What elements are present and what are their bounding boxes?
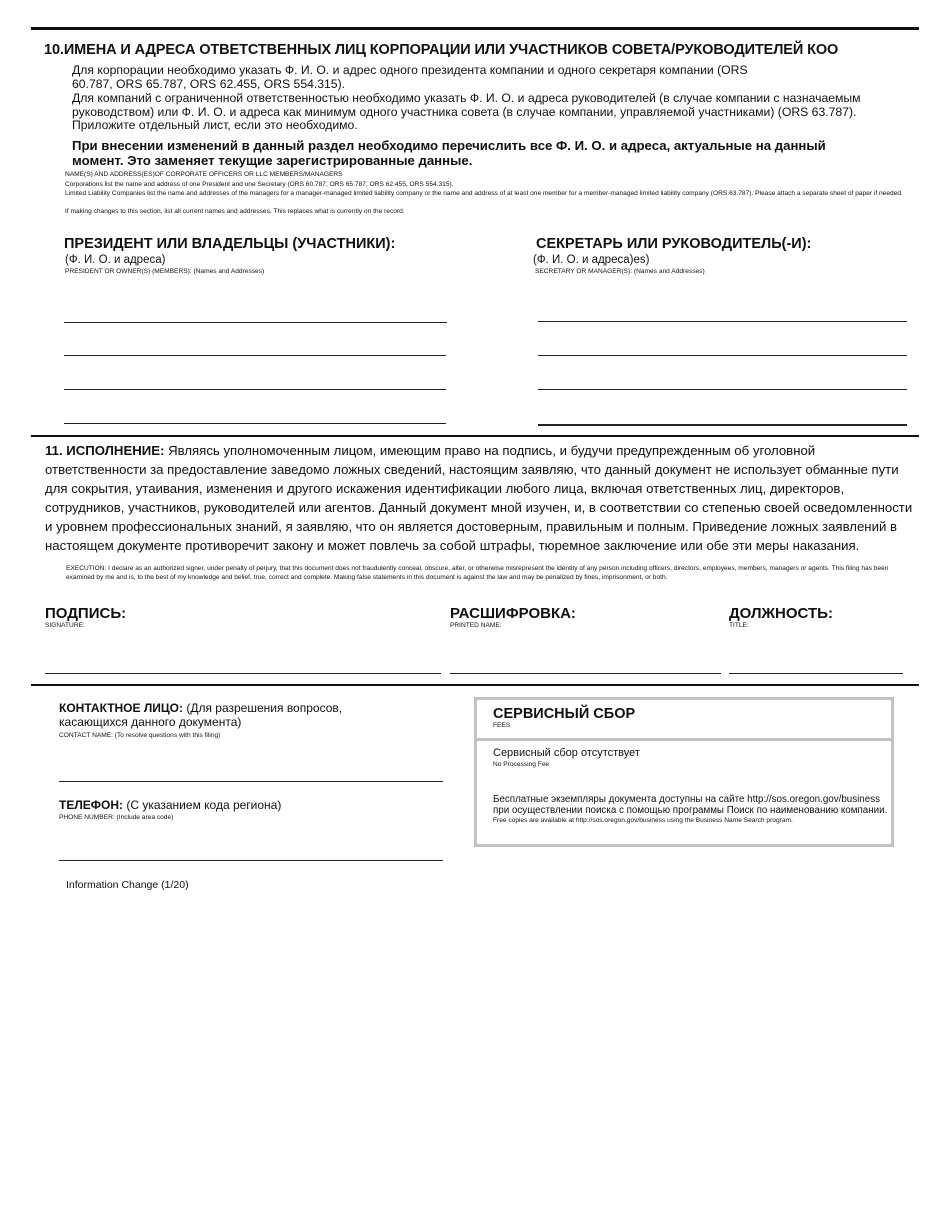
section10-para2: Для компаний с ограниченной ответственностью необходимо указать Ф. И. О. и адреса руководителей (в случае компании с назначаемым руководством) или Ф. И. О. и адреса как минимум одного участника совета (в случае компании, управляемой участниками) (ORS 63.787). Приложите отдельный лист, если это необходимо. bbox=[72, 91, 861, 132]
phone-line[interactable] bbox=[59, 860, 443, 861]
fees-divider bbox=[477, 738, 891, 741]
section10-en-corporations: Corporations list the name and address of one President and one Secretary (ORS 60.787, ORS 65.787, ORS 62.455, ORS 554.315). bbox=[65, 181, 454, 188]
section11-label: 11. ИСПОЛНЕНИЕ: bbox=[45, 443, 165, 458]
section11-rule bbox=[31, 435, 919, 437]
president-heading: ПРЕЗИДЕНТ ИЛИ ВЛАДЕЛЬЦЫ (УЧАСТНИКИ): bbox=[64, 236, 396, 252]
title-line[interactable] bbox=[729, 673, 903, 674]
signature-line[interactable] bbox=[45, 673, 441, 674]
section10-en-changes: If making changes to this section, list all current names and addresses. This replaces what is currently on the record. bbox=[65, 208, 405, 215]
printed-name-line[interactable] bbox=[450, 673, 721, 674]
printed-name-en: PRINTED NAME: bbox=[450, 622, 502, 629]
phone-en: PHONE NUMBER: (Include area code) bbox=[59, 814, 174, 821]
section10-para3: При внесении изменений в данный раздел необходимо перечислить все Ф. И. О. и адреса, актуальные на данный момент. Это заменяет текущие зарегистрированные данные. bbox=[72, 138, 826, 168]
fees-box bbox=[474, 697, 894, 847]
secretary-line-3[interactable] bbox=[538, 389, 907, 390]
president-sub: (Ф. И. О. и адреса) bbox=[65, 254, 166, 266]
contact-line[interactable] bbox=[59, 781, 443, 782]
section11-en: EXECUTION: I declare as an authorized signer, under penalty of perjury, that this document does not fraudulently conceal, obscure, alter, or otherwise misrepresent the identity of any person including officers, directors, employees, members, managers or agents. This filing has been examined by me and is, to the best of my knowledge and belief, true, correct and complete. Making false statements in this document is against the law and may be penalized by fines, imprisonment, or both. bbox=[66, 565, 889, 581]
section11-execution bbox=[45, 441, 913, 555]
section10-heading: 10.ИМЕНА И АДРЕСА ОТВЕТСТВЕННЫХ ЛИЦ КОРПОРАЦИИ ИЛИ УЧАСТНИКОВ СОВЕТА/РУКОВОДИТЕЛЕЙ КОО bbox=[44, 42, 839, 58]
section11-text: Являясь уполномоченным лицом, имеющим право на подпись, и будучи предупрежденным об уголовной ответственности за предоставление заведомо ложных сведений, настоящим заявляю, что данный документ не использует обманные пути для сокрытия, утаивания, изменения и другого искажения идентификации любого лица, включая ответственных лиц, директоров, сотрудников, участников, руководителей или агентов. Данный документ мной изучен, и, в соответствии со степенью своей осведомленности и уровнем профессиональных знаний, я заявляю, что он является достоверным, правильным и полным. Приведение ложных заявлений в настоящем документе противоречит закону и может повлечь за собой штрафы, тюремное заключение или обе эти меры наказания. bbox=[45, 443, 913, 553]
secretary-line-4[interactable] bbox=[538, 424, 907, 426]
contact-label bbox=[59, 702, 359, 729]
free-copies-en: Free copies are available at http://sos.oregon.gov/business using the Business Name Search program. bbox=[493, 817, 793, 824]
printed-name-heading: РАСШИФРОВКА: bbox=[450, 605, 576, 622]
contact-en: CONTACT NAME: (To resolve questions with this filing) bbox=[59, 732, 221, 739]
footer-form-id: Information Change (1/20) bbox=[66, 879, 189, 891]
title-heading: ДОЛЖНОСТЬ: bbox=[729, 605, 833, 622]
president-line-2[interactable] bbox=[64, 355, 446, 356]
phone-label bbox=[59, 798, 281, 812]
no-fee-text: Сервисный сбор отсутствует bbox=[493, 747, 640, 759]
president-line-4[interactable] bbox=[64, 423, 446, 424]
contact-rule bbox=[31, 684, 919, 686]
president-en: PRESIDENT OR OWNER(S) (MEMBERS): (Names and Addresses) bbox=[65, 268, 265, 275]
title-en: TITLE: bbox=[729, 622, 749, 629]
section10-para1: Для корпорации необходимо указать Ф. И. О. и адрес одного президента компании и одного секретаря компании (ORS 60.787, ORS 65.787, ORS 62.455, ORS 554.315). bbox=[72, 63, 748, 91]
signature-en: SIGNATURE: bbox=[45, 622, 85, 629]
president-line-3[interactable] bbox=[64, 389, 446, 390]
fees-en: FEES bbox=[493, 722, 511, 729]
signature-heading: ПОДПИСЬ: bbox=[45, 605, 127, 622]
phone-label-text: (С указанием кода региона) bbox=[123, 798, 282, 812]
president-line-1[interactable] bbox=[64, 322, 447, 323]
phone-label-bold: ТЕЛЕФОН: bbox=[59, 798, 123, 812]
top-rule bbox=[31, 27, 919, 30]
section10-en-title: NAME(S) AND ADDRESS(ES)OF CORPORATE OFFICERS OR LLC MEMBERS/MANAGERS bbox=[65, 171, 343, 178]
contact-label-text: (Для разрешения вопросов, касающихся данного документа) bbox=[59, 701, 343, 729]
contact-label-bold: КОНТАКТНОЕ ЛИЦО: bbox=[59, 701, 183, 715]
secretary-sub: (Ф. И. О. и адреса)es) bbox=[533, 254, 650, 266]
section10-en-llc: Limited Liability Companies list the name and addresses of the managers for a manager-managed limited liability company or the name and address of at least one member for a member-managed limited liability company (ORS 63.787). Please attach a separate sheet of paper if needed. bbox=[65, 190, 903, 197]
secretary-line-2[interactable] bbox=[538, 355, 907, 356]
secretary-en: SECRETARY OR MANAGER(S): (Names and Addresses) bbox=[535, 268, 705, 275]
secretary-line-1[interactable] bbox=[538, 321, 907, 322]
fees-heading: СЕРВИСНЫЙ СБОР bbox=[493, 706, 636, 722]
no-fee-en: No Processing Fee bbox=[493, 761, 550, 768]
free-copies-text: Бесплатные экземпляры документа доступны на сайте http://sos.oregon.gov/business при осуществлении поиска с помощью программы Поиск по наименованию компании. bbox=[493, 794, 888, 816]
secretary-heading: СЕКРЕТАРЬ ИЛИ РУКОВОДИТЕЛЬ(-И): bbox=[536, 236, 812, 252]
